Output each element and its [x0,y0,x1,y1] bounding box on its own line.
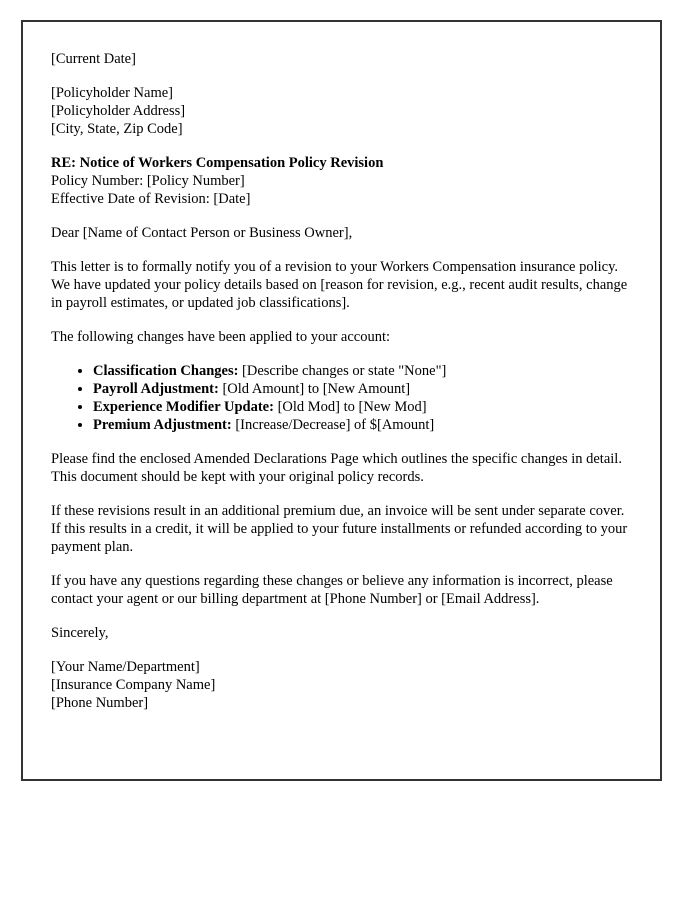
salutation: Dear [Name of Contact Person or Business Owner], [51,225,353,241]
subject-line: RE: Notice of Workers Compensation Policy Revision [51,155,384,171]
recipient-address: [Policyholder Address] [51,103,186,119]
paragraph-enclosure: Please find the enclosed Amended Declarations Page which outlines the specific changes in detail. This document should be kept with your original policy records. [51,451,622,485]
change-value: [Old Mod] to [New Mod] [277,399,427,415]
recipient-name: [Policyholder Name] [51,85,174,101]
paragraph-premium: If these revisions result in an additional premium due, an invoice will be sent under separate cover. If this results in a credit, it will be applied to your future installments or refunded according to your payment plan. [51,503,628,555]
change-label: Classification Changes: [93,363,239,379]
signature-phone: [Phone Number] [51,695,149,711]
change-label: Payroll Adjustment: [93,381,219,397]
letter-page [21,20,662,781]
paragraph-intro: This letter is to formally notify you of a revision to your Workers Compensation insurance policy. We have updated your policy details based on [reason for revision, e.g., recent audit results, change in payroll estimates, or updated job classifications]. [51,259,628,311]
policy-number-line: Policy Number: [Policy Number] [51,173,245,189]
change-label: Premium Adjustment: [93,417,232,433]
paragraph-questions: If you have any questions regarding these changes or believe any information is incorrect, please contact your agent or our billing department at [Phone Number] or [Email Address]. [51,573,613,607]
closing: Sincerely, [51,625,109,641]
effective-date-line: Effective Date of Revision: [Date] [51,191,251,207]
change-value: [Old Amount] to [New Amount] [222,381,411,397]
change-value: [Describe changes or state "None"] [242,363,447,379]
changes-list [51,362,632,434]
signature-name-department: [Your Name/Department] [51,659,200,675]
signature-company: [Insurance Company Name] [51,677,216,693]
subject-block [51,154,632,208]
signature-block [51,658,632,712]
date-line: [Current Date] [51,51,136,67]
recipient-city-state-zip: [City, State, Zip Code] [51,121,183,137]
changes-intro: The following changes have been applied to your account: [51,329,391,345]
change-item-experience-modifier [93,398,632,416]
change-item-payroll [93,380,632,398]
recipient-block [51,84,632,138]
change-item-premium [93,416,632,434]
change-value: [Increase/Decrease] of $[Amount] [235,417,435,433]
change-item-classification [93,362,632,380]
change-label: Experience Modifier Update: [93,399,274,415]
